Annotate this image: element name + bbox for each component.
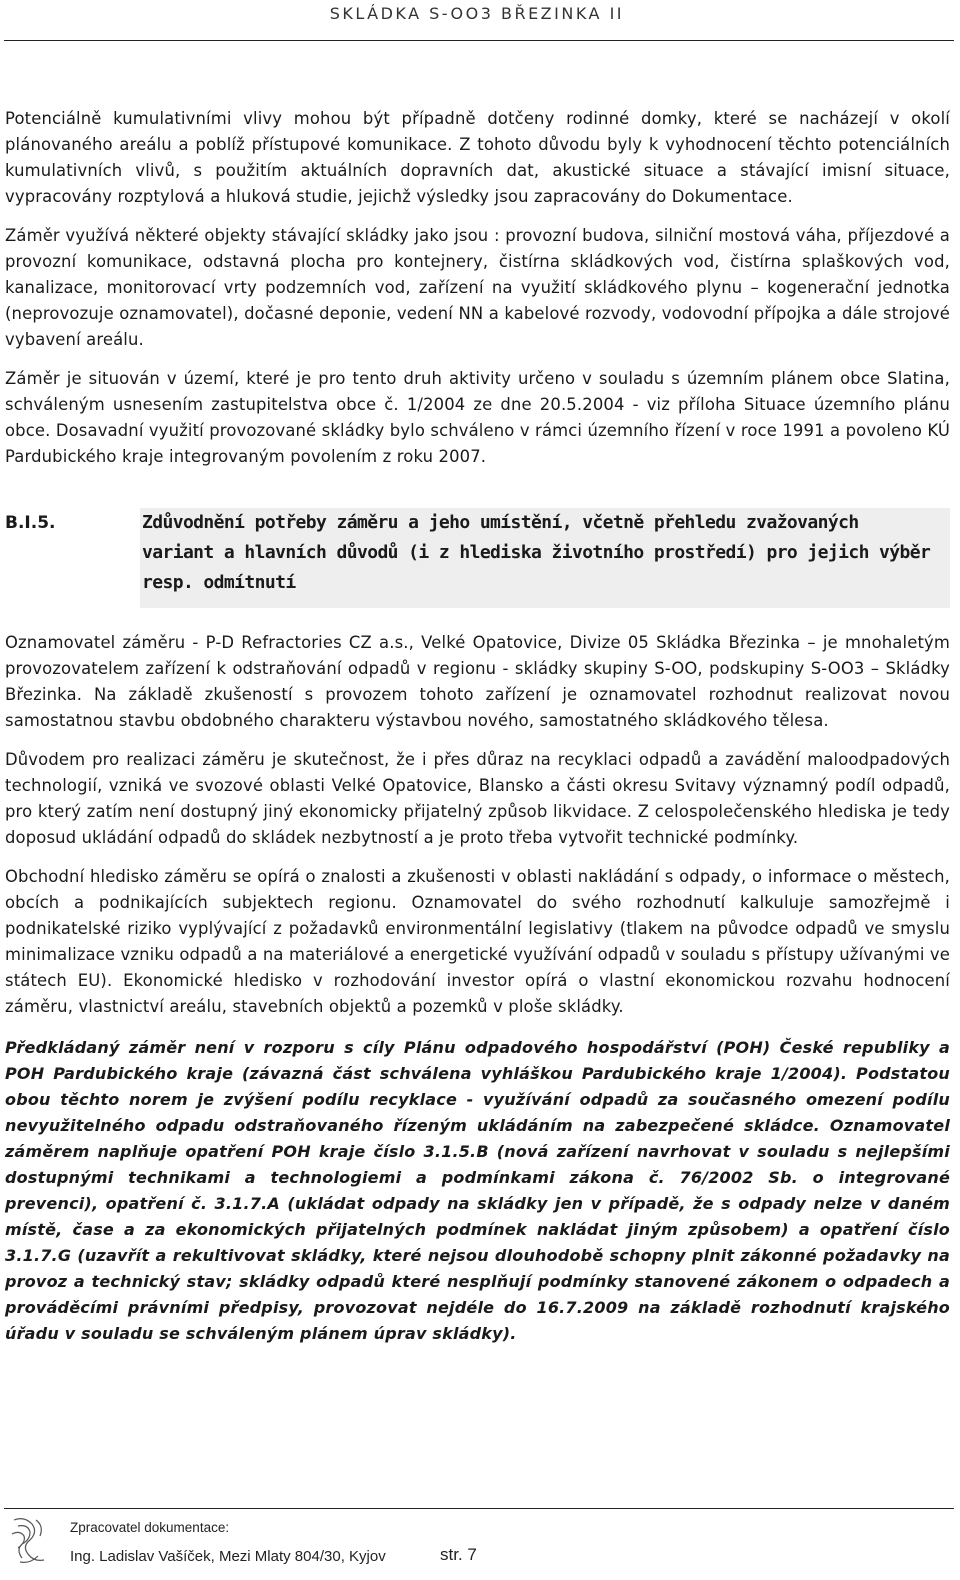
footer-label: Zpracovatel dokumentace:: [70, 1520, 230, 1535]
paragraph-existing-objects: Záměr využívá některé objekty stávající skládky jako jsou : provozní budova, silniční mostová váha, příjezdové a provozní komunikace, odstavná plocha pro kontejnery, čistírna skládkových vod, čistírna splaškových vod, kanalizace, monitorovací vrty podzemních vod, zařízení na využití skládkového plynu – kogenerační jednotka (neprovozuje oznamovatel), dočasné deponie, vedení NN a kabelové rozvody, vodovodní přípojka a dále strojové vybavení areálu.: [5, 226, 950, 349]
paragraph-cumulative-impacts: Potenciálně kumulativními vlivy mohou být případně dotčeny rodinné domky, které se nacházejí v okolí plánovaného areálu a poblíž přístupové komunikace. Z tohoto důvodu byly k vyhodnocení těchto potenciálních kumulativních vlivů, s použitím aktuálních dopravních dat, akustické situace a stávající imisní situace, vypracovány rozptylová a hluková studie, jejichž výsledky jsou zapracovány do Dokumentace.: [5, 109, 950, 206]
paragraph-reason: Důvodem pro realizaci záměru je skutečnost, že i přes důraz na recyklaci odpadů a zavádění maloodpadových technologií, vzniká ve svozové oblasti Velké Opatovice, Blansko a části okresu Svitavy významný podíl odpadů, pro který zatím není dostupný jiný ekonomicky přijatelný způsob likvidace. Z celospolečenského hlediska je tedy doposud ukládání odpadů do skládek nezbytností a je proto třeba vytvořit technické podmínky.: [5, 750, 950, 847]
section-title: Zdůvodnění potřeby záměru a jeho umístění, včetně přehledu zvažovaných variant a hlavních důvodů (i z hlediska životního prostředí) pro jejich výběr resp. odmítnutí: [140, 508, 950, 608]
section-heading: [5, 508, 950, 608]
header-divider: [4, 40, 954, 41]
footer-author: Ing. Ladislav Vašíček, Mezi Mlaty 804/30, Kyjov: [70, 1548, 386, 1565]
page-header-title: SKLÁDKA S-OO3 BŘEZINKA II: [329, 4, 624, 23]
paragraph-waste-plan-compliance: Předkládaný záměr není v rozporu s cíly Plánu odpadového hospodářství (POH) České republiky a POH Pardubického kraje (závazná část schválena vyhláškou Pardubického kraje 1/2004). Podstatou obou těchto norem je zvýšení podílu recyklace - využívání odpadů za současného omezení podílu nevyužitelného odpadu odstraňovaného řízeným ukládáním na zabezpečené skládce. Oznamovatel záměrem naplňuje opatření POH kraje číslo 3.1.5.B (nová zařízení navrhovat v souladu s nejlepšími dostupnými technikami a technologiemi a podmínkami zákona č. 76/2002 Sb. o integrované prevenci), opatření č. 3.1.7.A (ukládat odpady na skládky jen v případě, že s odpady nelze v daném místě, čase a za ekonomických přijatelných podmínek nakládat jiným způsobem) a opatření číslo 3.1.7.G (uzavřít a rekultivovat skládky, které nejsou dlouhodobě schopny plnit zákonné požadavky na provoz a technický stav; skládky odpadů které nesplňují podmínky stanovené zákonem o odpadech a prováděcími právními předpisy, provozovat nejdéle do 16.7.2009 na základě rozhodnutí krajského úřadu v souladu se schváleným plánem úprav skládky).: [5, 1038, 950, 1343]
document-body: [5, 106, 950, 1360]
section-number: B.I.5.: [5, 513, 56, 533]
paragraph-zoning: Záměr je situován v území, které je pro tento druh aktivity určeno v souladu s územním plánem obce Slatina, schváleným usnesením zastupitelstva obce č. 1/2004 ze dne 20.5.2004 - viz příloha Situace územního plánu obce. Dosavadní využití provozované skládky bylo schváleno v rámci územního řízení v roce 1991 a povoleno KÚ Pardubického kraje integrovaným povolením z roku 2007.: [5, 369, 950, 466]
paragraph-notifier: Oznamovatel záměru - P-D Refractories CZ a.s., Velké Opatovice, Divize 05 Skládka Březinka – je mnohaletým provozovatelem zařízení k odstraňování odpadů v regionu - skládky skupiny S-OO, podskupiny S-OO3 – Skládky Březinka. Na základě zkušeností s provozem tohoto zařízení je oznamovatel rozhodnut realizovat novou samostatnou stavbu obdobného charakteru výstavbou nového, samostatného skládkového tělesa.: [5, 633, 950, 730]
page-number: str. 7: [440, 1545, 477, 1564]
footer-divider: [4, 1508, 954, 1509]
company-logo-icon: [10, 1514, 48, 1566]
paragraph-business-aspect: Obchodní hledisko záměru se opírá o znalosti a zkušenosti v oblasti nakládání s odpady, o informace o městech, obcích a podnikajících subjektech regionu. Oznamovatel do svého rozhodnutí kalkuluje samozřejmě i podnikatelské riziko vyplývající z požadavků environmentální legislativy (tlakem na původce odpadů ve smyslu minimalizace vzniku odpadů a na materiálové a energetické využívání odpadů v souladu s přístupy užívanými ve státech EU). Ekonomické hledisko v rozhodování investor opírá o vlastní ekonomickou rozvahu hodnocení záměru, vlastnictví areálu, stavebních objektů a pozemků v ploše skládky.: [5, 867, 950, 1016]
